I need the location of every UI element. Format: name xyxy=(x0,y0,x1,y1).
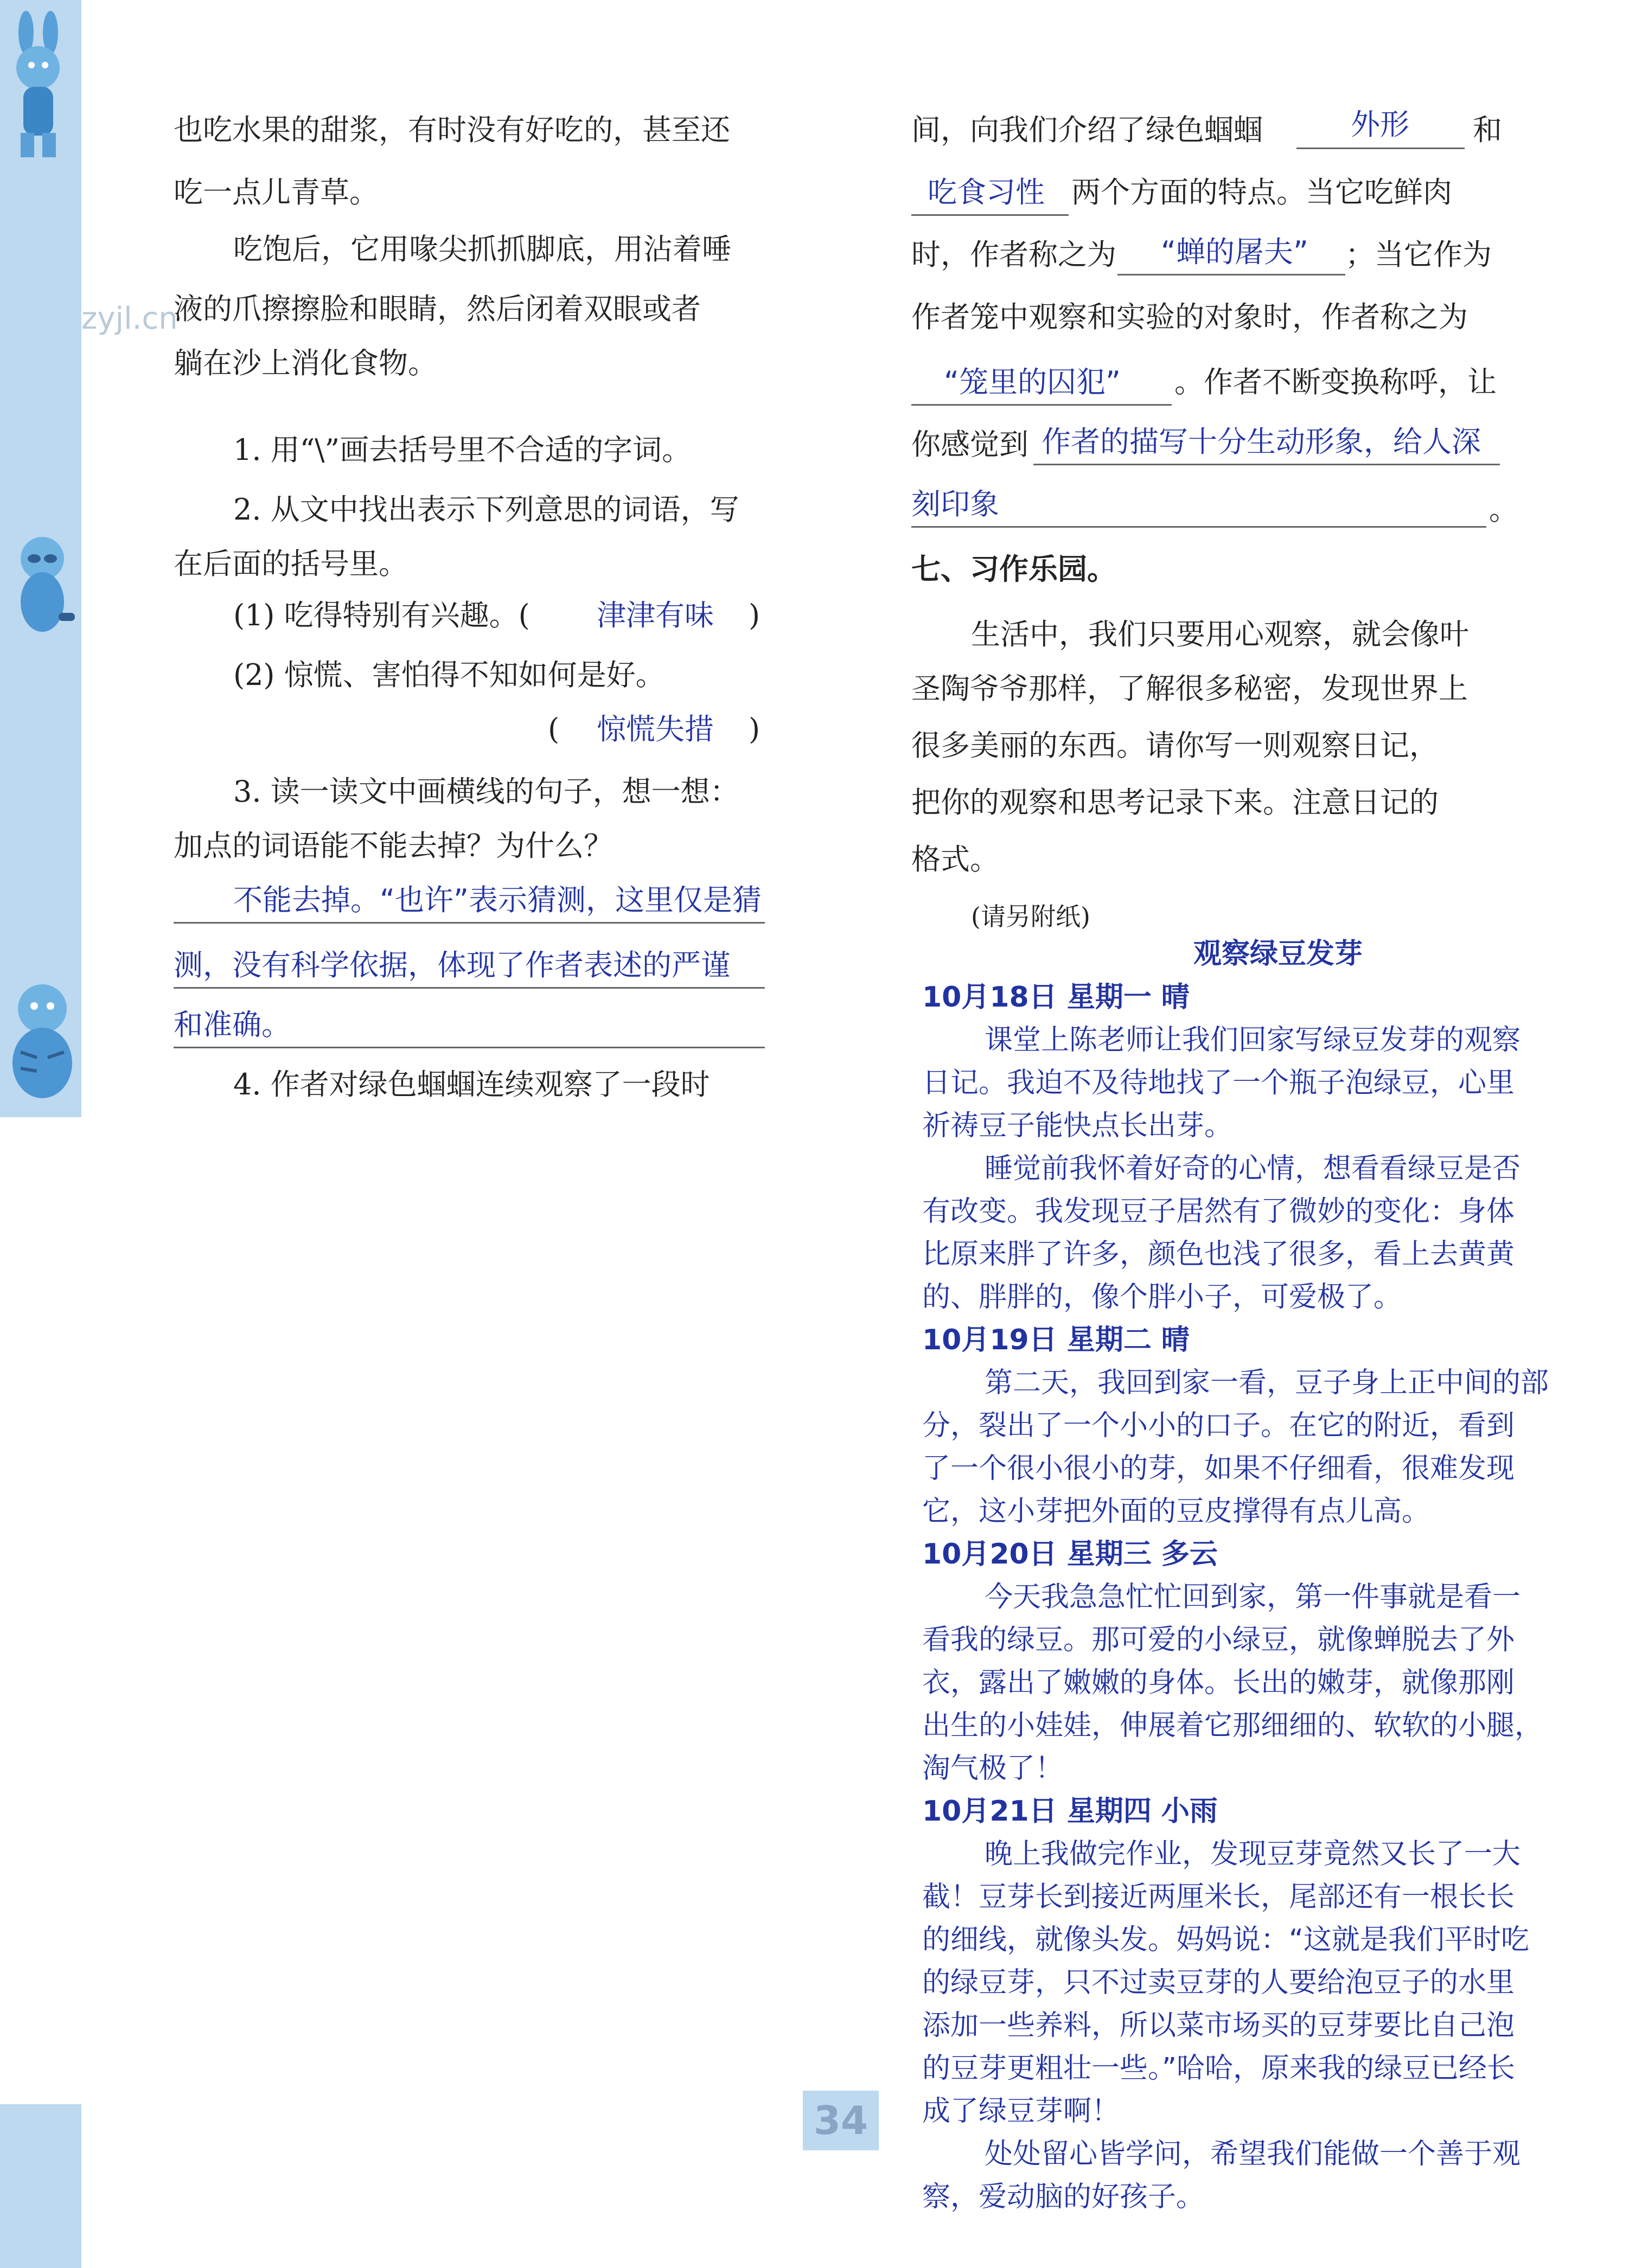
attach-note: (请另附纸) xyxy=(971,902,1090,931)
raccoon-mascot-icon xyxy=(4,531,80,640)
q4-text: 作者笼中观察和实验的对象时，作者称之为 xyxy=(911,300,1468,334)
section-7-text: 圣陶爷爷那样，了解很多秘密，发现世界上 xyxy=(911,671,1468,706)
q4-answer-habits: 吃食习性 xyxy=(928,175,1045,209)
passage-line: 也吃水果的甜浆，有时没有好吃的，甚至还 xyxy=(174,113,730,147)
section-7-text: 把你的观察和思考记录下来。注意日记的 xyxy=(911,785,1439,819)
q4-answer-name1: “蝉的屠夫” xyxy=(1161,235,1308,269)
diary-line: 睡觉前我怀着好奇的心情，想看看绿豆是否 xyxy=(985,1152,1521,1185)
q4-text: 和 xyxy=(1473,113,1502,147)
answer-rule xyxy=(174,922,765,924)
q2-item1-answer: 津津有味 xyxy=(597,598,714,632)
diary-line: 看我的绿豆。那可爱的小绿豆，就像蝉脱去了外 xyxy=(922,1624,1515,1656)
diary-line: 的豆芽更粗壮一些。”哈哈，原来我的绿豆已经长 xyxy=(922,2052,1515,2085)
q4-answer-appearance: 外形 xyxy=(1351,107,1409,142)
tiger-mascot-icon xyxy=(4,976,80,1106)
diary-line: 出生的小娃娃，伸展着它那细细的、软软的小腿， xyxy=(922,1709,1543,1742)
q4-text: 时，作者称之为 xyxy=(911,238,1116,272)
diary-line: 晚上我做完作业，发现豆芽竟然又长了一大 xyxy=(985,1838,1521,1870)
q4-answer-feeling: 作者的描写十分生动形象，给人深 xyxy=(1042,425,1481,459)
watermark: zyjl.cn xyxy=(81,301,178,336)
q2-item2-close: ) xyxy=(749,712,761,746)
q2-item2-prompt: (2) 惊慌、害怕得不知如何是好。 xyxy=(233,658,665,692)
question-2-line: 在后面的括号里。 xyxy=(174,547,408,581)
bunny-mascot-icon xyxy=(4,11,75,163)
diary-line: 衣，露出了嫩嫩的身体。长出的嫩芽，就像那刚 xyxy=(922,1667,1515,1699)
q3-answer-line: 和准确。 xyxy=(174,1008,291,1042)
q3-answer-line: 不能去掉。“也许”表示猜测，这里仅是猜 xyxy=(233,883,762,917)
q2-item2-answer: 惊慌失措 xyxy=(597,712,714,746)
diary-line: 处处留心皆学问，希望我们能做一个善于观 xyxy=(985,2138,1521,2170)
passage-line: 液的爪擦擦脸和眼睛，然后闭着双眼或者 xyxy=(174,292,701,326)
q2-item1-prompt: (1) 吃得特别有兴趣。( xyxy=(233,598,530,632)
answer-rule xyxy=(911,526,1486,528)
answer-rule xyxy=(174,1047,765,1048)
answer-rule xyxy=(1117,274,1345,276)
diary-line: 的、胖胖的，像个胖小子，可爱极了。 xyxy=(922,1281,1402,1314)
question-3-line: 加点的词语能不能去掉？为什么？ xyxy=(174,829,613,863)
diary-line: 今天我急急忙忙回到家，第一件事就是看一 xyxy=(985,1581,1521,1613)
answer-rule xyxy=(174,987,765,989)
diary-line: 成了绿豆芽啊！ xyxy=(922,2095,1120,2128)
q4-text: 两个方面的特点。当它吃鲜肉 xyxy=(1071,175,1452,209)
diary-line: 第二天，我回到家一看，豆子身上正中间的部 xyxy=(985,1367,1549,1399)
diary-line: 日记。我迫不及待地找了一个瓶子泡绿豆，心里 xyxy=(922,1067,1515,1099)
diary-line: 添加一些养料，所以菜市场买的豆芽要比自己泡 xyxy=(922,2009,1515,2042)
q4-text: 。 xyxy=(1489,492,1518,527)
passage-line: 吃饱后，它用喙尖抓抓脚底，用沾着唾 xyxy=(233,232,731,266)
diary-line: 分，裂出了一个小小的口子。在它的附近，看到 xyxy=(922,1410,1515,1442)
diary-line: 的绿豆芽，只不过卖豆芽的人要给泡豆子的水里 xyxy=(922,1966,1515,1999)
q2-item2-open: ( xyxy=(548,712,560,746)
page-number: 34 xyxy=(803,2091,879,2150)
diary-date: 10月20日 星期三 多云 xyxy=(922,1538,1218,1571)
diary-line: 比原来胖了许多，颜色也浅了很多，看上去黄黄 xyxy=(922,1238,1515,1271)
q4-text: 。作者不断变换称呼，让 xyxy=(1174,365,1497,399)
answer-rule xyxy=(1033,464,1500,465)
diary-line: 它，这小芽把外面的豆皮撑得有点儿高。 xyxy=(922,1495,1430,1528)
diary-date: 10月19日 星期二 晴 xyxy=(922,1324,1190,1356)
diary-line: 有改变。我发现豆子居然有了微妙的变化：身体 xyxy=(922,1195,1515,1228)
q2-item1-close: ) xyxy=(749,598,761,632)
q4-answer-feeling: 刻印象 xyxy=(911,487,999,521)
diary-line: 截！豆芽长到接近两厘米长，尾部还有一根长长 xyxy=(922,1881,1515,1913)
diary-line: 淘气极了！ xyxy=(922,1752,1064,1785)
section-7-title: 七、习作乐园。 xyxy=(911,552,1116,586)
answer-rule xyxy=(911,214,1069,216)
q4-text: 间，向我们介绍了绿色蝈蝈 xyxy=(911,113,1263,147)
answer-rule xyxy=(1296,148,1465,149)
question-2-line: 2. 从文中找出表示下列意思的词语，写 xyxy=(233,492,739,527)
diary-line: 祈祷豆子能快点长出芽。 xyxy=(922,1110,1233,1142)
question-1: 1. 用“\”画去括号里不合适的字词。 xyxy=(233,433,692,467)
diary-date: 10月18日 星期一 晴 xyxy=(922,981,1190,1014)
answer-rule xyxy=(911,404,1172,406)
question-4-line: 4. 作者对绿色蝈蝈连续观察了一段时 xyxy=(233,1067,710,1101)
section-7-text: 格式。 xyxy=(911,842,999,876)
question-3-line: 3. 读一读文中画横线的句子，想一想： xyxy=(233,774,739,809)
decorative-sidebar xyxy=(0,0,81,1117)
diary-line: 的细线，就像头发。妈妈说：“这就是我们平时吃 xyxy=(922,1924,1529,1956)
passage-line: 吃一点儿青草。 xyxy=(174,175,379,209)
q4-answer-name2: “笼里的囚犯” xyxy=(944,365,1121,399)
q3-answer-line: 测，没有科学依据，体现了作者表述的严谨 xyxy=(174,948,730,982)
q4-text: 你感觉到 xyxy=(911,427,1028,462)
decorative-sidebar-bottom xyxy=(0,2104,81,2268)
passage-line: 躺在沙上消化食物。 xyxy=(174,346,437,380)
diary-line: 察，爱动脑的好孩子。 xyxy=(922,2181,1205,2213)
section-7-text: 很多美丽的东西。请你写一则观察日记， xyxy=(911,728,1439,763)
diary-title: 观察绿豆发芽 xyxy=(1193,938,1363,970)
diary-line: 了一个很小很小的芽，如果不仔细看，很难发现 xyxy=(922,1452,1515,1485)
diary-line: 课堂上陈老师让我们回家写绿豆发芽的观察 xyxy=(985,1024,1521,1056)
section-7-text: 生活中，我们只要用心观察，就会像叶 xyxy=(971,617,1469,651)
diary-date: 10月21日 星期四 小雨 xyxy=(922,1795,1218,1828)
q4-text: ；当它作为 xyxy=(1345,238,1492,272)
